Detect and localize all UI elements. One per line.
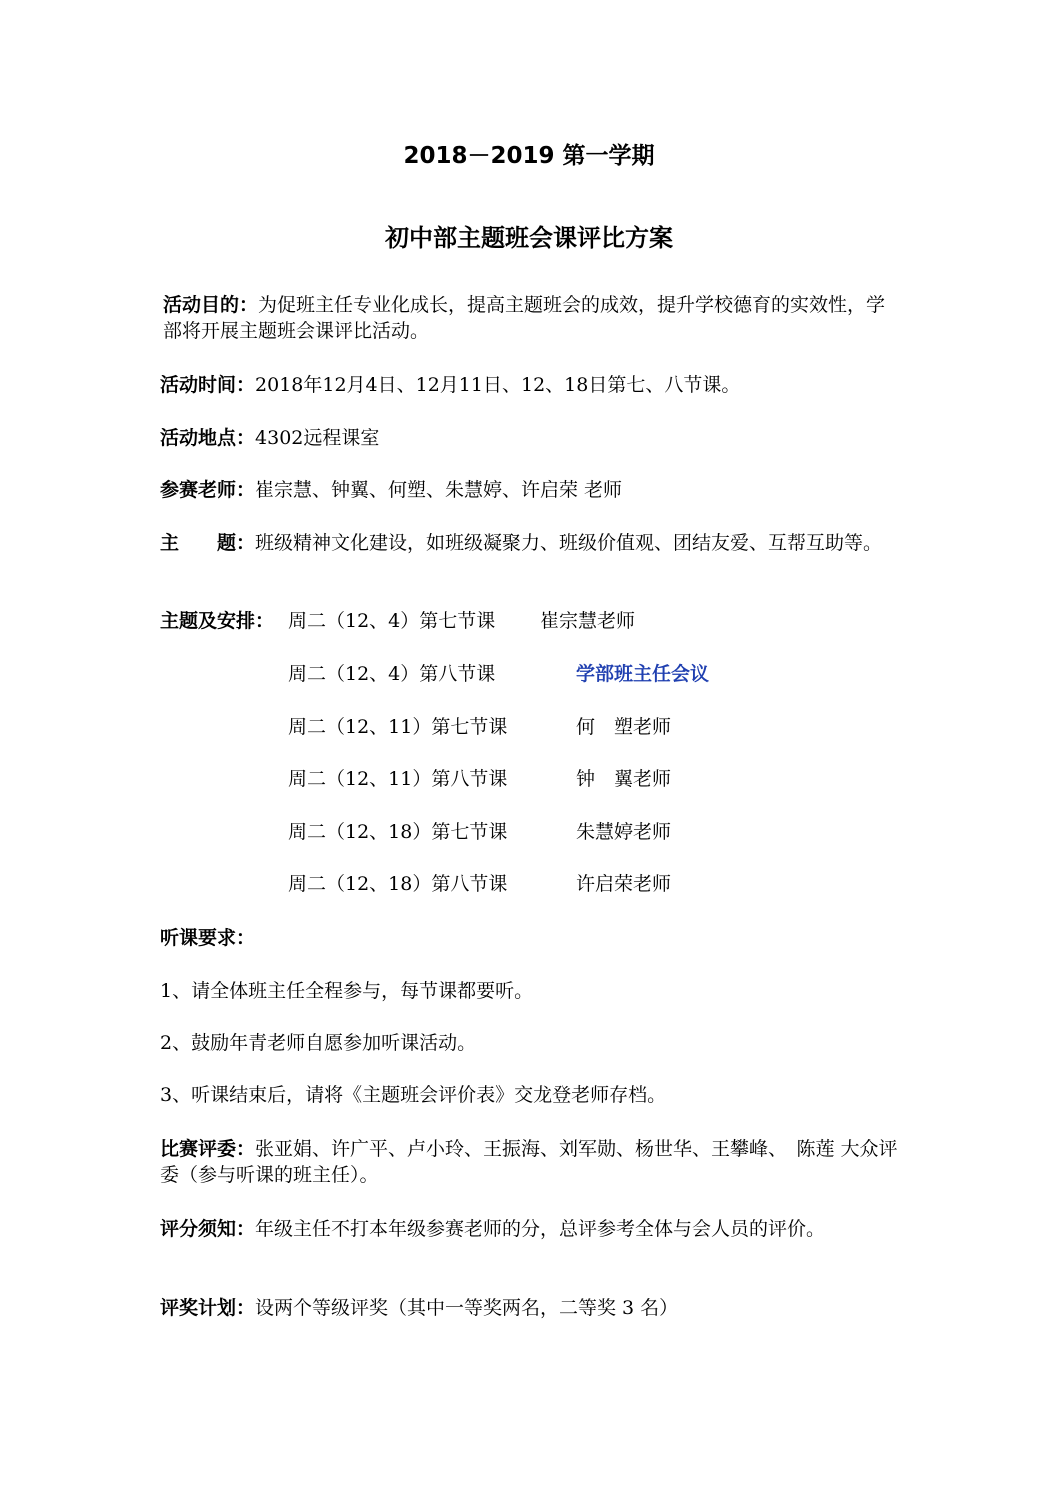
awards-text: 设两个等级评奖（其中一等奖两名，二等奖 3 名） (255, 1297, 679, 1319)
schedule-when: 周二（12、4）第七节课 (288, 610, 496, 632)
scoring-label: 评分须知： (160, 1218, 256, 1240)
teachers-text: 崔宗慧、钟翼、何塑、朱慧婷、许启荣 老师 (255, 479, 623, 501)
schedule-row (288, 819, 671, 845)
scoring-paragraph (160, 1216, 900, 1242)
schedule-who: 何 塑老师 (576, 716, 672, 738)
schedule-row (288, 608, 635, 634)
place-text: 4302远程课室 (255, 427, 380, 449)
purpose-label: 活动目的： (163, 294, 259, 316)
schedule-row (288, 766, 671, 792)
schedule-label: 主题及安排： (160, 610, 275, 632)
awards-paragraph (160, 1295, 900, 1321)
schedule-when: 周二（12、18）第八节课 (288, 873, 508, 895)
schedule-who: 钟 翼老师 (576, 768, 672, 790)
place-paragraph (160, 425, 900, 451)
requirements-label: 听课要求： (160, 927, 256, 949)
teachers-paragraph (160, 477, 900, 503)
schedule-who: 许启荣老师 (576, 873, 672, 895)
term-title: 2018－2019 第一学期 (403, 143, 655, 169)
time-paragraph (160, 372, 900, 398)
purpose-paragraph (163, 292, 903, 344)
requirement-item: 3、听课结束后，请将《主题班会评价表》交龙登老师存档。 (160, 1084, 667, 1106)
schedule-when: 周二（12、11）第八节课 (288, 768, 508, 790)
document-title: 初中部主题班会课评比方案 (385, 223, 673, 252)
purpose-text: 为促班主任专业化成长，提高主题班会的成效，提升学校德育的实效性，学部将开展主题班会课评比活动。 (163, 294, 886, 342)
schedule-when: 周二（12、11）第七节课 (288, 716, 508, 738)
theme-text: 班级精神文化建设，如班级凝聚力、班级价值观、团结友爱、互帮互助等。 (255, 532, 883, 554)
judges-text: 张亚娟、许广平、卢小玲、王振海、刘军勋、杨世华、王攀峰、 陈莲 大众评委（参与听课的班主任）。 (160, 1138, 898, 1186)
schedule-when: 周二（12、18）第七节课 (288, 821, 508, 843)
schedule-row (288, 871, 671, 897)
place-label: 活动地点： (160, 427, 256, 449)
judges-label: 比赛评委： (160, 1138, 256, 1160)
schedule-who: 朱慧婷老师 (576, 821, 672, 843)
theme-paragraph (160, 530, 900, 556)
schedule-row (288, 661, 709, 687)
schedule-row (288, 714, 671, 740)
scoring-text: 年级主任不打本年级参赛老师的分，总评参考全体与会人员的评价。 (255, 1218, 826, 1240)
theme-label: 主 题： (160, 532, 256, 554)
teachers-label: 参赛老师： (160, 479, 256, 501)
requirement-item: 1、请全体班主任全程参与，每节课都要听。 (160, 980, 534, 1002)
requirement-item: 2、鼓励年青老师自愿参加听课活动。 (160, 1032, 477, 1054)
schedule-when: 周二（12、4）第八节课 (288, 663, 496, 685)
time-text: 2018年12月4日、12月11日、12、18日第七、八节课。 (255, 374, 741, 396)
time-label: 活动时间： (160, 374, 256, 396)
awards-label: 评奖计划： (160, 1297, 256, 1319)
schedule-who: 崔宗慧老师 (540, 610, 636, 632)
schedule-who-meeting: 学部班主任会议 (576, 663, 710, 685)
judges-paragraph (160, 1136, 900, 1188)
